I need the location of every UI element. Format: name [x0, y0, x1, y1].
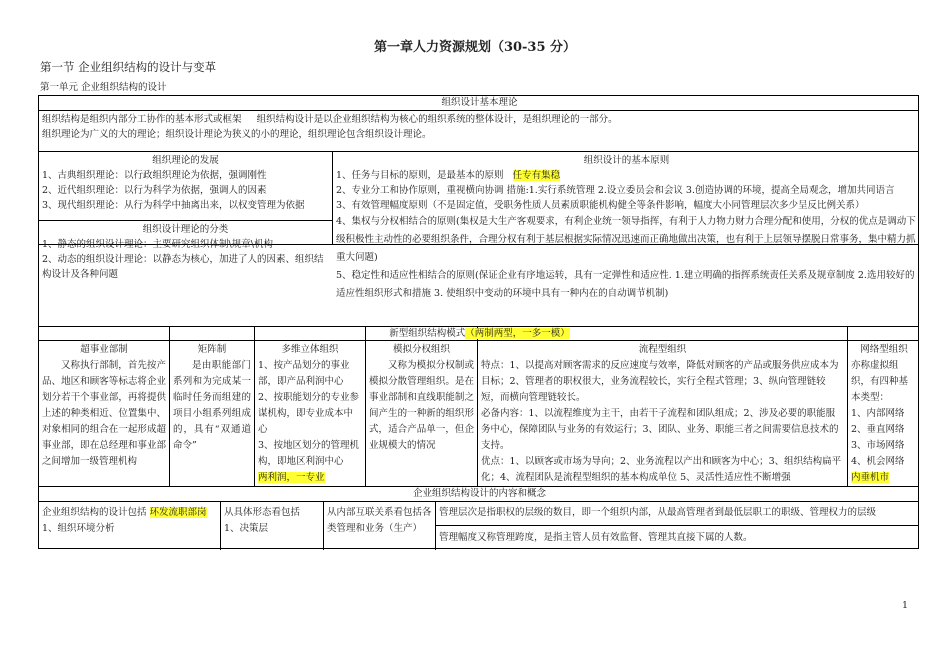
models-header-highlight: （两制两型，一多一模） — [465, 328, 570, 339]
model-highlight: 内垂机市 — [851, 472, 890, 483]
model-highlight: 两利润，一专业 — [258, 472, 325, 483]
content-span-text: 管理幅度又称管理跨度，是指主管人员有效监督、管理其直接下属的人数。 — [439, 532, 753, 543]
content-design-highlight: 环发流职部岗 — [149, 507, 207, 518]
model-body: 又称执行部制，首先按产品、地区和顾客等标志将企业划分若干个事业部，再将提供上述的种类相近、位置集中、对象相同的组合在一起形成超事业部，即在总经理和事业部之间增加一级管理机构 — [42, 360, 166, 467]
unit-title: 第一单元 企业组织结构的设计 — [40, 82, 167, 93]
model-body: 亦称虚拟组织，有四种基本类型： — [851, 360, 909, 403]
principle-5: 5、稳定性和适应性相结合的原则(保证企业有序地运转，具有一定弹性和适应性. 1.建立明确的指挥系统责任关系及规章制度 2.选用较好的适应性组织形式和措施 3. 使组织中变动的环境中具有一种内在的自动调节机制) — [336, 270, 915, 299]
model-column — [848, 341, 920, 486]
model-body-item: 2、按职能划分的专业参谋机构，即专业成本中心 — [258, 392, 360, 435]
model-title: 网络型组织 — [860, 344, 908, 355]
theory-header: 组织设计基本理论 — [441, 97, 518, 108]
model-title: 流程型组织 — [638, 344, 687, 355]
principle-4: 4、集权与分权相结合的原则(集权是大生产客观要求，有利企业统一领导指挥，有利于人力物力财力合理分配和使用，分权的优点是调动下级积极性主动性的必要组织条件，合理分权有利于基层根据实际情况迅速而正确地做出决策，也有利于上层领导摆脱日常事务，集中精力抓重大问题) — [336, 216, 916, 263]
content-relations-title: 从内部互联关系看包括各类管理和业务（生产） — [327, 507, 432, 534]
principle-3: 3、有效管理幅度原则（不是固定值，受职务性质人员素质职能机构健全等条件影响，幅度大小同管理层次多少呈反比例关系） — [336, 200, 865, 211]
model-body: 是由职能部门系列和为完成某一临时任务而组建的项目小组系列组成的，具有“双通道命令” — [173, 360, 251, 451]
content-cell-span — [436, 526, 920, 550]
development-cell — [39, 152, 332, 220]
content-design-item: 1、组织环境分析 — [42, 523, 115, 534]
model-body-item: 1、按产品划分的事业部，即产品利润中心 — [258, 360, 350, 387]
model-title: 矩阵制 — [197, 344, 227, 355]
page-number: 1 — [902, 600, 909, 611]
section-title: 第一节 企业组织结构的设计与变革 — [40, 60, 217, 74]
principle-1 — [336, 168, 917, 183]
model-column — [170, 341, 254, 486]
classification-cell — [39, 221, 332, 326]
model-title: 模拟分权组织 — [392, 344, 450, 355]
principle-1-highlight: 任专有集稳 — [512, 170, 561, 181]
classification-item: 1、静态的组织设计理论：主要研究组织体制\规章\机构 — [42, 239, 273, 250]
network-type: 3、市场网络 — [851, 440, 905, 451]
development-item: 1、古典组织理论：以行政组织理论为依据，强调刚性 — [42, 170, 267, 181]
network-type: 2、垂直网络 — [851, 424, 905, 435]
model-column — [255, 341, 365, 486]
content-cell-levels — [436, 502, 920, 525]
model-body: 又称为模拟分权制或模拟分散管理组织。是在事业部制和直线职能制之间产生的一种新的组织形式，适合产品单一，但企业规模大的情况 — [369, 360, 474, 451]
network-type: 4、机会网络 — [851, 456, 905, 467]
summary-table — [38, 95, 919, 549]
content-cell-design — [39, 502, 220, 550]
content-header: 企业组织结构设计的内容和概念 — [412, 488, 546, 499]
model-body-item: 3、按地区划分的管理机构，即地区利润中心 — [258, 440, 360, 467]
classification-item: 2、动态的组织设计理论：以静态为核心，加进了人的因素、组织结构设计及各种问题 — [42, 254, 324, 280]
principles-cell — [333, 152, 920, 326]
model-body-item: 特点：1、以提高对顾客需求的反应速度与效率，降低对顾客的产品或服务供应成本为目标；2、管理者的职权很大，业务流程较长，实行全程式管理；3、纵向管理链较短，而横向管理链较长。 — [481, 360, 839, 403]
development-item: 3、现代组织理论：从行为科学中抽离出来，以权变管理为依据 — [42, 200, 305, 211]
content-design-text: 企业组织结构的设计包括 — [42, 507, 150, 518]
content-cell-relations — [324, 502, 435, 550]
models-header — [39, 327, 920, 340]
model-column — [366, 341, 477, 486]
content-levels-text: 管理层次是指职权的层级的数目，即一个组织内部，从最高管理者到最低层职工的职级、管理权力的层级 — [439, 507, 877, 518]
model-column — [39, 341, 169, 486]
models-header-text: 新型组织结构模式 — [389, 328, 466, 339]
content-form-item: 1、决策层 — [224, 523, 269, 534]
model-body-item: 必备内容：1、以流程维度为主干，由若干子流程和团队组成；2、涉及必要的职能服务中心，保障团队与业务的有效运行；3、团队、业务、职能三者之间需要信息技术的支持。 — [481, 408, 839, 451]
theory-body — [39, 111, 920, 151]
principle-2: 2、专业分工和协作原则，重视横向协调 措施:1.实行系统管理 2.设立委员会和会议 3.创造协调的环境，提高全局观念，增加共同语言 — [336, 185, 895, 196]
model-column — [478, 341, 847, 486]
document-title: 第一章人力资源规划（30-35 分） — [373, 40, 577, 55]
theory-line-1: 组织结构是组织内部分工协作的基本形式或框架 组织结构设计是以企业组织结构为核心的组织系统的整体设计，是组织理论的一部分。 — [42, 114, 618, 125]
model-title: 多维立体组织 — [281, 344, 339, 355]
principle-1-text: 1、任务与目标的原则，是最基本的原则 — [336, 170, 513, 181]
network-type: 1、内部网络 — [851, 408, 905, 419]
model-title: 超事业部制 — [80, 344, 128, 355]
development-header: 组织理论的发展 — [152, 155, 219, 166]
content-cell-form — [221, 502, 323, 550]
principles-header: 组织设计的基本原则 — [583, 155, 670, 166]
classification-header: 组织设计理论的分类 — [142, 224, 229, 235]
development-item: 2、近代组织理论：以行为科学为依据，强调人的因素 — [42, 185, 267, 196]
theory-line-2: 组织理论为广义的大的理论；组织设计理论为狭义的小的理论，组织理论包含组织设计理论。 — [42, 129, 432, 140]
model-body-item: 优点：1、以顾客或市场为导向；2、业务流程以产出和顾客为中心；3、组织结构扁平化；4、流程团队是流程型组织的基本构成单位 5、灵活性适应性不断增强 — [481, 456, 842, 483]
content-form-title: 从具体形态看包括 — [224, 507, 301, 518]
